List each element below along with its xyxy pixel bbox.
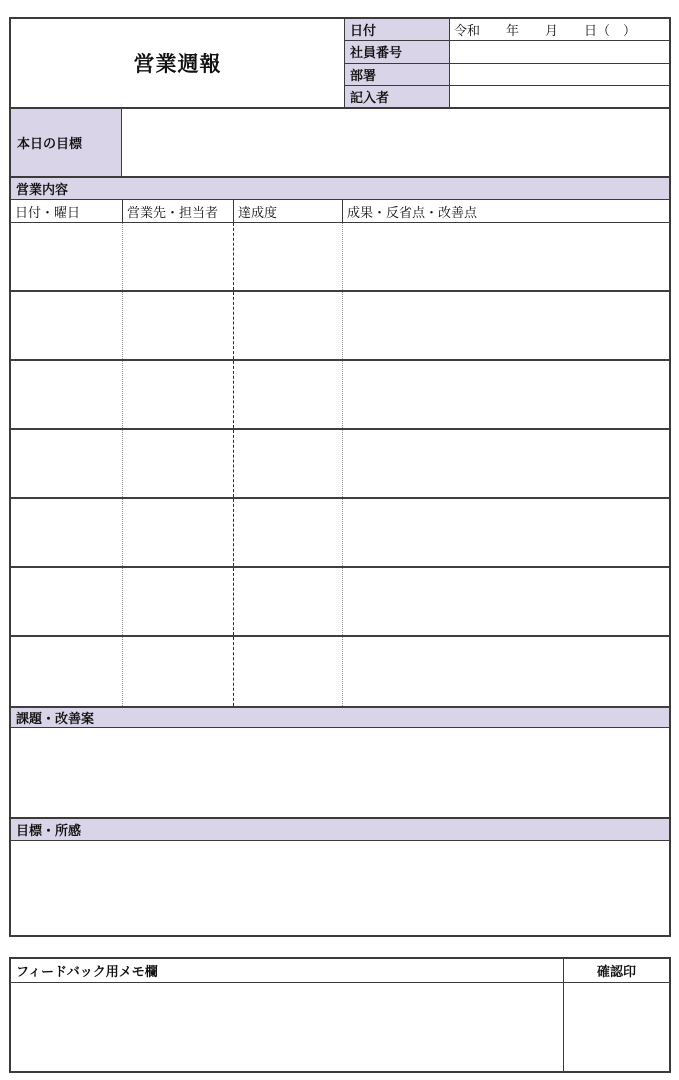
sales-table-row: [11, 430, 669, 499]
date-day-cell[interactable]: [11, 361, 123, 428]
section-band-issues: 課題・改善案: [11, 706, 669, 728]
date-label: 日付: [345, 19, 450, 40]
todays-goal-label: 本日の目標: [11, 109, 122, 176]
results-notes-cell[interactable]: [343, 223, 669, 290]
info-row-department: [345, 64, 669, 86]
achievement-cell[interactable]: [234, 430, 343, 497]
todays-goal-field[interactable]: [122, 109, 669, 176]
impressions-field[interactable]: [11, 841, 669, 935]
date-day-cell[interactable]: [11, 223, 123, 290]
info-row-date: [345, 19, 669, 41]
date-day-cell[interactable]: [11, 637, 123, 706]
date-day-cell[interactable]: [11, 292, 123, 359]
author-label: 記入者: [345, 86, 450, 107]
report-form: [9, 17, 671, 937]
sales-table-row: [11, 568, 669, 637]
client-contact-cell[interactable]: [123, 223, 234, 290]
column-header-results-notes: 成果・反省点・改善点: [347, 204, 478, 220]
department-field[interactable]: [450, 64, 669, 85]
sales-table-row: [11, 637, 669, 706]
column-header-client-contact: 営業先・担当者: [123, 200, 234, 222]
feedback-table: [9, 957, 671, 1073]
client-contact-cell[interactable]: [123, 637, 234, 706]
date-day-cell[interactable]: [11, 568, 123, 635]
header-info-table: [345, 19, 669, 107]
department-label: 部署: [345, 64, 450, 85]
results-notes-cell[interactable]: [343, 499, 669, 566]
section-band-sales-content: 営業内容: [11, 178, 669, 200]
feedback-memo-field[interactable]: [11, 983, 563, 1071]
date-day-cell[interactable]: [11, 430, 123, 497]
todays-goal-row: [11, 109, 669, 178]
confirmation-stamp-label: 確認印: [563, 959, 669, 982]
client-contact-cell[interactable]: [123, 568, 234, 635]
client-contact-cell[interactable]: [123, 430, 234, 497]
page-title: 営業週報: [11, 19, 345, 107]
results-notes-cell[interactable]: [343, 568, 669, 635]
confirmation-stamp-field[interactable]: [563, 983, 669, 1071]
achievement-cell[interactable]: [234, 292, 343, 359]
sales-table-row: [11, 223, 669, 292]
date-field[interactable]: 令和 年 月 日（ ）: [454, 23, 637, 39]
column-header-achievement: 達成度: [234, 200, 343, 222]
sales-table-body: [11, 223, 669, 706]
results-notes-cell[interactable]: [343, 292, 669, 359]
sales-table-row: [11, 361, 669, 430]
author-field[interactable]: [450, 86, 669, 107]
info-row-employee-number: [345, 41, 669, 63]
achievement-cell[interactable]: [234, 568, 343, 635]
feedback-table-header: [11, 959, 669, 983]
client-contact-cell[interactable]: [123, 361, 234, 428]
feedback-table-body: [11, 983, 669, 1071]
employee-number-label: 社員番号: [345, 41, 450, 62]
section-band-impressions: 目標・所感: [11, 819, 669, 841]
results-notes-cell[interactable]: [343, 361, 669, 428]
sales-table-header: [11, 200, 669, 223]
sales-table-row: [11, 499, 669, 568]
achievement-cell[interactable]: [234, 223, 343, 290]
info-row-author: [345, 86, 669, 107]
achievement-cell[interactable]: [234, 499, 343, 566]
feedback-memo-label: フィードバック用メモ欄: [16, 964, 158, 979]
results-notes-cell[interactable]: [343, 430, 669, 497]
client-contact-cell[interactable]: [123, 499, 234, 566]
achievement-cell[interactable]: [234, 361, 343, 428]
employee-number-field[interactable]: [450, 41, 669, 62]
date-day-cell[interactable]: [11, 499, 123, 566]
column-header-date-day: 日付・曜日: [11, 200, 123, 222]
sales-table-row: [11, 292, 669, 361]
results-notes-cell[interactable]: [343, 637, 669, 706]
achievement-cell[interactable]: [234, 637, 343, 706]
client-contact-cell[interactable]: [123, 292, 234, 359]
form-header-row: [11, 19, 669, 109]
issues-field[interactable]: [11, 728, 669, 819]
